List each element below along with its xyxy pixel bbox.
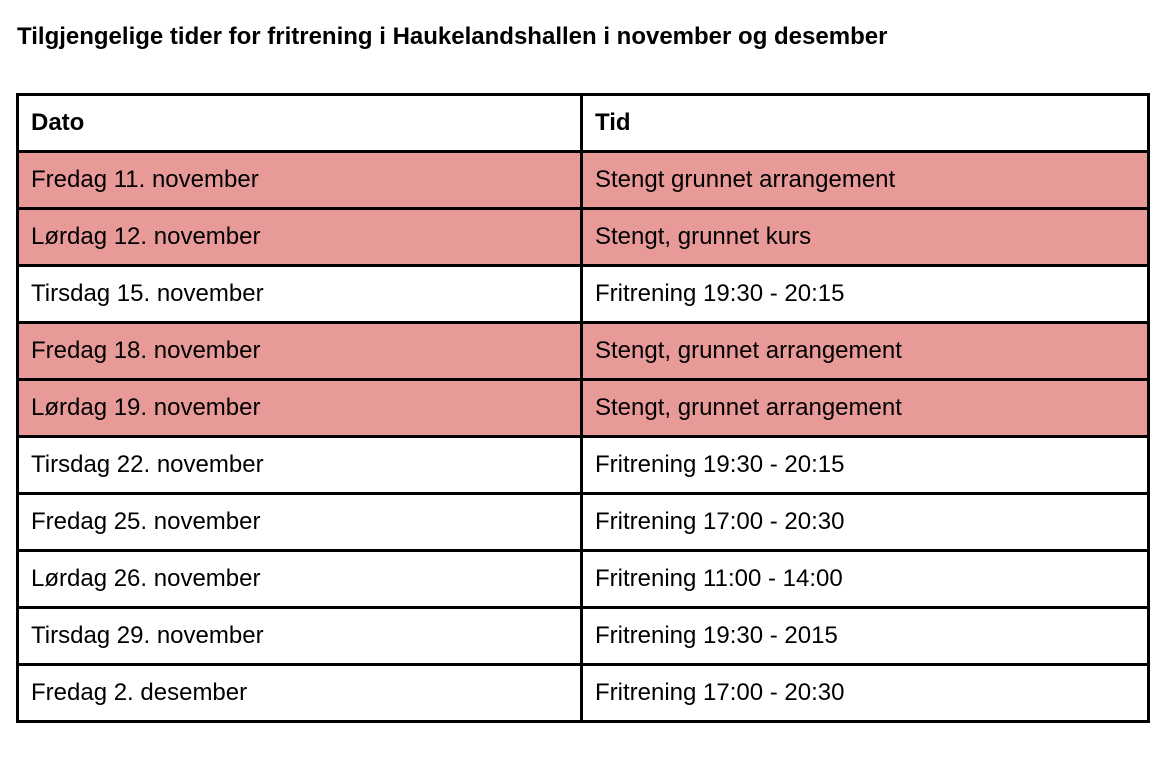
- date-cell: Lørdag 26. november: [18, 551, 582, 608]
- column-header-time: Tid: [582, 95, 1149, 152]
- date-cell: Tirsdag 22. november: [18, 437, 582, 494]
- time-cell: Stengt, grunnet arrangement: [582, 380, 1149, 437]
- date-cell: Fredag 18. november: [18, 323, 582, 380]
- table-row: [18, 608, 1149, 665]
- table-row: [18, 152, 1149, 209]
- table-row: [18, 494, 1149, 551]
- header-row: [18, 95, 1149, 152]
- page-title: Tilgjengelige tider for fritrening i Haukelandshallen i november og desember: [17, 23, 888, 50]
- table-row: [18, 266, 1149, 323]
- schedule-table: [16, 93, 1150, 723]
- date-cell: Lørdag 12. november: [18, 209, 582, 266]
- table-body: [18, 152, 1149, 722]
- time-cell: Fritrening 19:30 - 20:15: [582, 437, 1149, 494]
- date-cell: Lørdag 19. november: [18, 380, 582, 437]
- date-cell: Tirsdag 15. november: [18, 266, 582, 323]
- table-row: [18, 380, 1149, 437]
- date-cell: Fredag 2. desember: [18, 665, 582, 722]
- table-row: [18, 437, 1149, 494]
- time-cell: Fritrening 17:00 - 20:30: [582, 494, 1149, 551]
- time-cell: Stengt grunnet arrangement: [582, 152, 1149, 209]
- date-cell: Tirsdag 29. november: [18, 608, 582, 665]
- table-row: [18, 323, 1149, 380]
- time-cell: Stengt, grunnet arrangement: [582, 323, 1149, 380]
- time-cell: Fritrening 11:00 - 14:00: [582, 551, 1149, 608]
- table-row: [18, 209, 1149, 266]
- time-cell: Fritrening 19:30 - 2015: [582, 608, 1149, 665]
- column-header-date: Dato: [18, 95, 582, 152]
- table-row: [18, 551, 1149, 608]
- date-cell: Fredag 25. november: [18, 494, 582, 551]
- date-cell: Fredag 11. november: [18, 152, 582, 209]
- time-cell: Fritrening 19:30 - 20:15: [582, 266, 1149, 323]
- time-cell: Fritrening 17:00 - 20:30: [582, 665, 1149, 722]
- table-row: [18, 665, 1149, 722]
- table-header: [18, 95, 1149, 152]
- time-cell: Stengt, grunnet kurs: [582, 209, 1149, 266]
